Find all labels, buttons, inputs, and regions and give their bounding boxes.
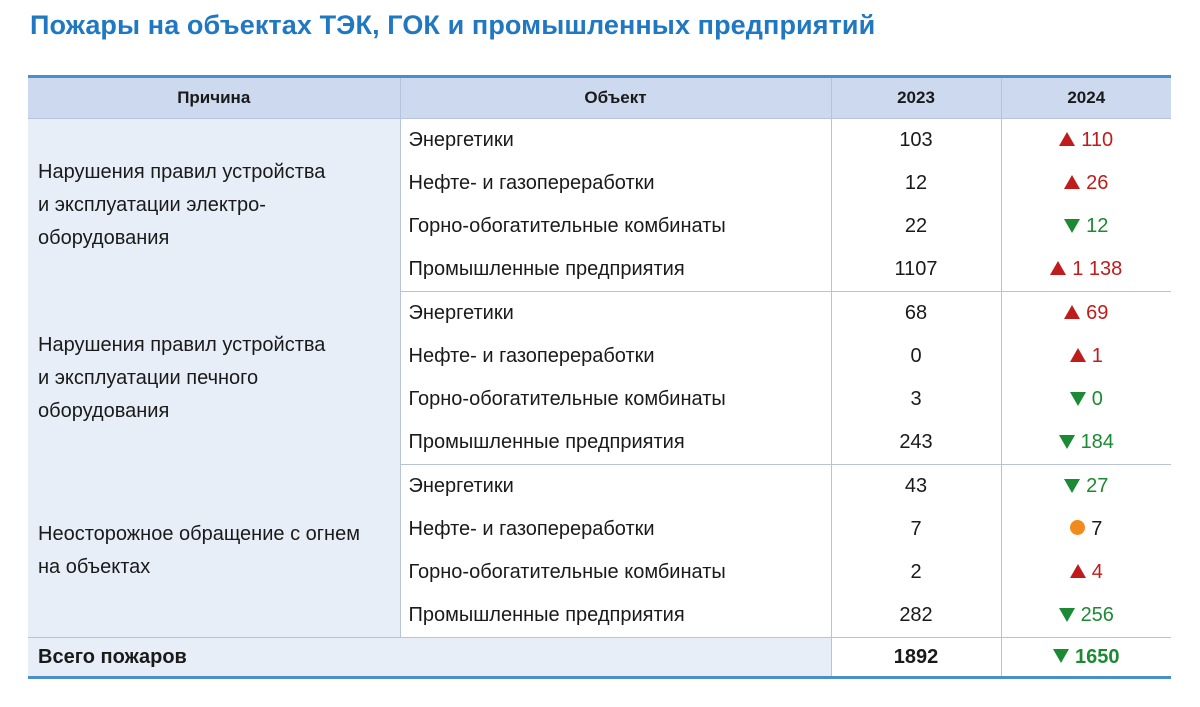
increase-triangle-icon	[1070, 348, 1086, 362]
cause-line: и эксплуатации печного	[38, 366, 259, 389]
table-header-row	[28, 77, 1171, 119]
value-2024: 184	[1080, 431, 1114, 453]
object-cell: Горно-обогатительные комбинаты	[400, 551, 831, 594]
value-2024-cell	[1001, 378, 1171, 421]
cause-cell	[28, 465, 400, 638]
increase-triangle-icon	[1070, 564, 1086, 578]
value-2024: 0	[1091, 388, 1103, 410]
value-2024-cell	[1001, 335, 1171, 378]
value-2023-cell: 0	[831, 335, 1001, 378]
value-2023-cell: 1107	[831, 248, 1001, 292]
value-2024-cell	[1001, 465, 1171, 509]
decrease-triangle-icon	[1070, 392, 1086, 406]
object-cell: Промышленные предприятия	[400, 248, 831, 292]
object-cell: Энергетики	[400, 465, 831, 509]
cause-line: оборудования	[38, 399, 170, 422]
cause-line: Неосторожное обращение с огнем	[38, 522, 360, 545]
value-2023-cell: 3	[831, 378, 1001, 421]
page-title: Пожары на объектах ТЭК, ГОК и промышленных предприятий	[30, 10, 876, 40]
value-2023-cell: 43	[831, 465, 1001, 509]
value-2024: 69	[1086, 302, 1109, 324]
object-cell: Горно-обогатительные комбинаты	[400, 378, 831, 421]
object-cell: Нефте- и газопереработки	[400, 162, 831, 205]
value-2024: 12	[1086, 215, 1109, 237]
increase-triangle-icon	[1059, 132, 1075, 146]
value-2023-cell: 2	[831, 551, 1001, 594]
cause-line: Нарушения правил устройства	[38, 160, 326, 183]
total-2024: 1650	[1075, 645, 1120, 668]
value-2024: 27	[1086, 475, 1109, 497]
object-cell: Энергетики	[400, 292, 831, 336]
total-row	[28, 638, 1171, 678]
value-2024: 26	[1086, 172, 1109, 194]
cause-line: на объектах	[38, 555, 151, 578]
cause-line: и эксплуатации электро-	[38, 193, 266, 216]
cause-cell	[28, 119, 400, 292]
decrease-triangle-icon	[1059, 608, 1075, 622]
column-header-object: Объект	[400, 77, 831, 119]
value-2024: 7	[1091, 518, 1103, 540]
cause-line: Нарушения правил устройства	[38, 333, 326, 356]
table-row	[28, 292, 1171, 336]
object-cell: Энергетики	[400, 119, 831, 163]
value-2024: 1	[1091, 345, 1103, 367]
object-cell: Нефте- и газопереработки	[400, 335, 831, 378]
value-2023-cell: 103	[831, 119, 1001, 163]
increase-triangle-icon	[1064, 175, 1080, 189]
value-2024-cell	[1001, 248, 1171, 292]
value-2024-cell	[1001, 594, 1171, 638]
value-2024: 110	[1081, 129, 1114, 151]
decrease-triangle-icon	[1064, 479, 1080, 493]
value-2024-cell	[1001, 162, 1171, 205]
value-2023-cell: 282	[831, 594, 1001, 638]
total-2023: 1892	[831, 638, 1001, 678]
object-cell: Горно-обогатительные комбинаты	[400, 205, 831, 248]
column-header-2023: 2023	[831, 77, 1001, 119]
value-2024: 256	[1080, 604, 1114, 626]
object-cell: Промышленные предприятия	[400, 594, 831, 638]
value-2024-cell	[1001, 292, 1171, 336]
value-2023-cell: 7	[831, 508, 1001, 551]
value-2024-cell	[1001, 119, 1171, 163]
decrease-triangle-icon	[1053, 649, 1069, 663]
value-2023-cell: 22	[831, 205, 1001, 248]
object-cell: Промышленные предприятия	[400, 421, 831, 465]
total-2024-cell	[1001, 638, 1171, 678]
table-row	[28, 465, 1171, 509]
column-header-2024: 2024	[1001, 77, 1171, 119]
increase-triangle-icon	[1064, 305, 1080, 319]
table-body	[28, 119, 1171, 678]
table-row	[28, 119, 1171, 163]
value-2024-cell	[1001, 205, 1171, 248]
value-2024: 1 138	[1072, 258, 1123, 280]
decrease-triangle-icon	[1064, 219, 1080, 233]
total-label: Всего пожаров	[28, 638, 831, 678]
value-2024-cell	[1001, 508, 1171, 551]
value-2023-cell: 12	[831, 162, 1001, 205]
column-header-cause: Причина	[28, 77, 400, 119]
value-2024-cell	[1001, 421, 1171, 465]
object-cell: Нефте- и газопереработки	[400, 508, 831, 551]
cause-line: оборудования	[38, 226, 170, 249]
value-2024: 4	[1091, 561, 1103, 583]
decrease-triangle-icon	[1059, 435, 1075, 449]
cause-cell	[28, 292, 400, 465]
value-2023-cell: 68	[831, 292, 1001, 336]
value-2023-cell: 243	[831, 421, 1001, 465]
no-change-dot-icon	[1070, 520, 1085, 535]
fires-table	[28, 75, 1171, 679]
increase-triangle-icon	[1050, 261, 1066, 275]
value-2024-cell	[1001, 551, 1171, 594]
